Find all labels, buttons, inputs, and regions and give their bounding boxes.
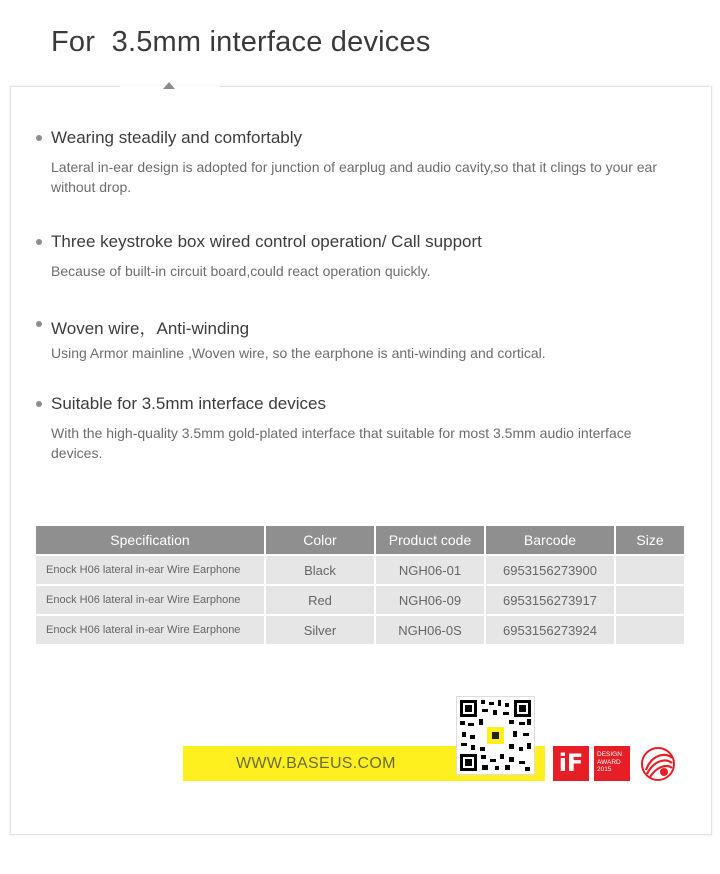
- table-row: [36, 616, 684, 644]
- feature-description: Lateral in-ear design is adopted for junction of earplug and audio cavity,so that it clings to your ear without drop.: [51, 159, 657, 195]
- table-cell: 6953156273924: [486, 616, 614, 644]
- table-row: [36, 556, 684, 584]
- table-cell: Enock H06 lateral in-ear Wire Earphone: [36, 616, 264, 644]
- red-dot-icon: [640, 746, 676, 782]
- website-link[interactable]: WWW.BASEUS.COM: [236, 755, 396, 772]
- column-header: Barcode: [486, 526, 614, 554]
- table-row: [36, 586, 684, 614]
- column-header: Size: [616, 526, 684, 554]
- pointer-arrow-icon: [163, 82, 175, 89]
- table-cell: 6953156273917: [486, 586, 614, 614]
- spec-table: [34, 524, 686, 646]
- bullet-icon: [36, 239, 42, 245]
- if-logo-icon: iF: [553, 746, 589, 781]
- table-cell: Silver: [266, 616, 374, 644]
- qr-code-icon: [456, 696, 535, 775]
- feature-heading: Wearing steadily and comfortably: [51, 128, 303, 147]
- award-line: 2015: [597, 766, 612, 773]
- award-line: AWARD: [597, 758, 621, 766]
- feature-description: Using Armor mainline ,Woven wire, so the earphone is anti-winding and cortical.: [51, 345, 546, 361]
- table-header-row: [36, 526, 684, 554]
- bullet-icon: [36, 401, 42, 407]
- feature-heading: Three keystroke box wired control operation/ Call support: [51, 232, 482, 251]
- column-header: Product code: [376, 526, 484, 554]
- table-cell: NGH06-0S: [376, 616, 484, 644]
- table-cell: NGH06-09: [376, 586, 484, 614]
- page-title: For 3.5mm interface devices: [51, 26, 431, 58]
- panel-border: [10, 86, 120, 87]
- column-header: Color: [266, 526, 374, 554]
- award-line: DESIGN: [597, 751, 622, 758]
- panel-border: [220, 86, 710, 87]
- bullet-icon: [36, 135, 42, 141]
- bullet-icon: [36, 321, 42, 327]
- feature-description: With the high-quality 3.5mm gold-plated interface that suitable for most 3.5mm audio interface devices.: [51, 425, 632, 461]
- table-cell: [616, 556, 684, 584]
- table-cell: [616, 616, 684, 644]
- table-cell: Enock H06 lateral in-ear Wire Earphone: [36, 556, 264, 584]
- column-header: Specification: [36, 526, 264, 554]
- table-cell: Red: [266, 586, 374, 614]
- table-cell: [616, 586, 684, 614]
- table-cell: Black: [266, 556, 374, 584]
- feature-heading: Suitable for 3.5mm interface devices: [51, 394, 326, 413]
- table-cell: Enock H06 lateral in-ear Wire Earphone: [36, 586, 264, 614]
- table-cell: 6953156273900: [486, 556, 614, 584]
- design-award-badge: [594, 746, 630, 781]
- table-cell: NGH06-01: [376, 556, 484, 584]
- feature-heading: Woven wire，Anti-winding: [51, 319, 250, 338]
- feature-description: Because of built-in circuit board,could react operation quickly.: [51, 263, 431, 279]
